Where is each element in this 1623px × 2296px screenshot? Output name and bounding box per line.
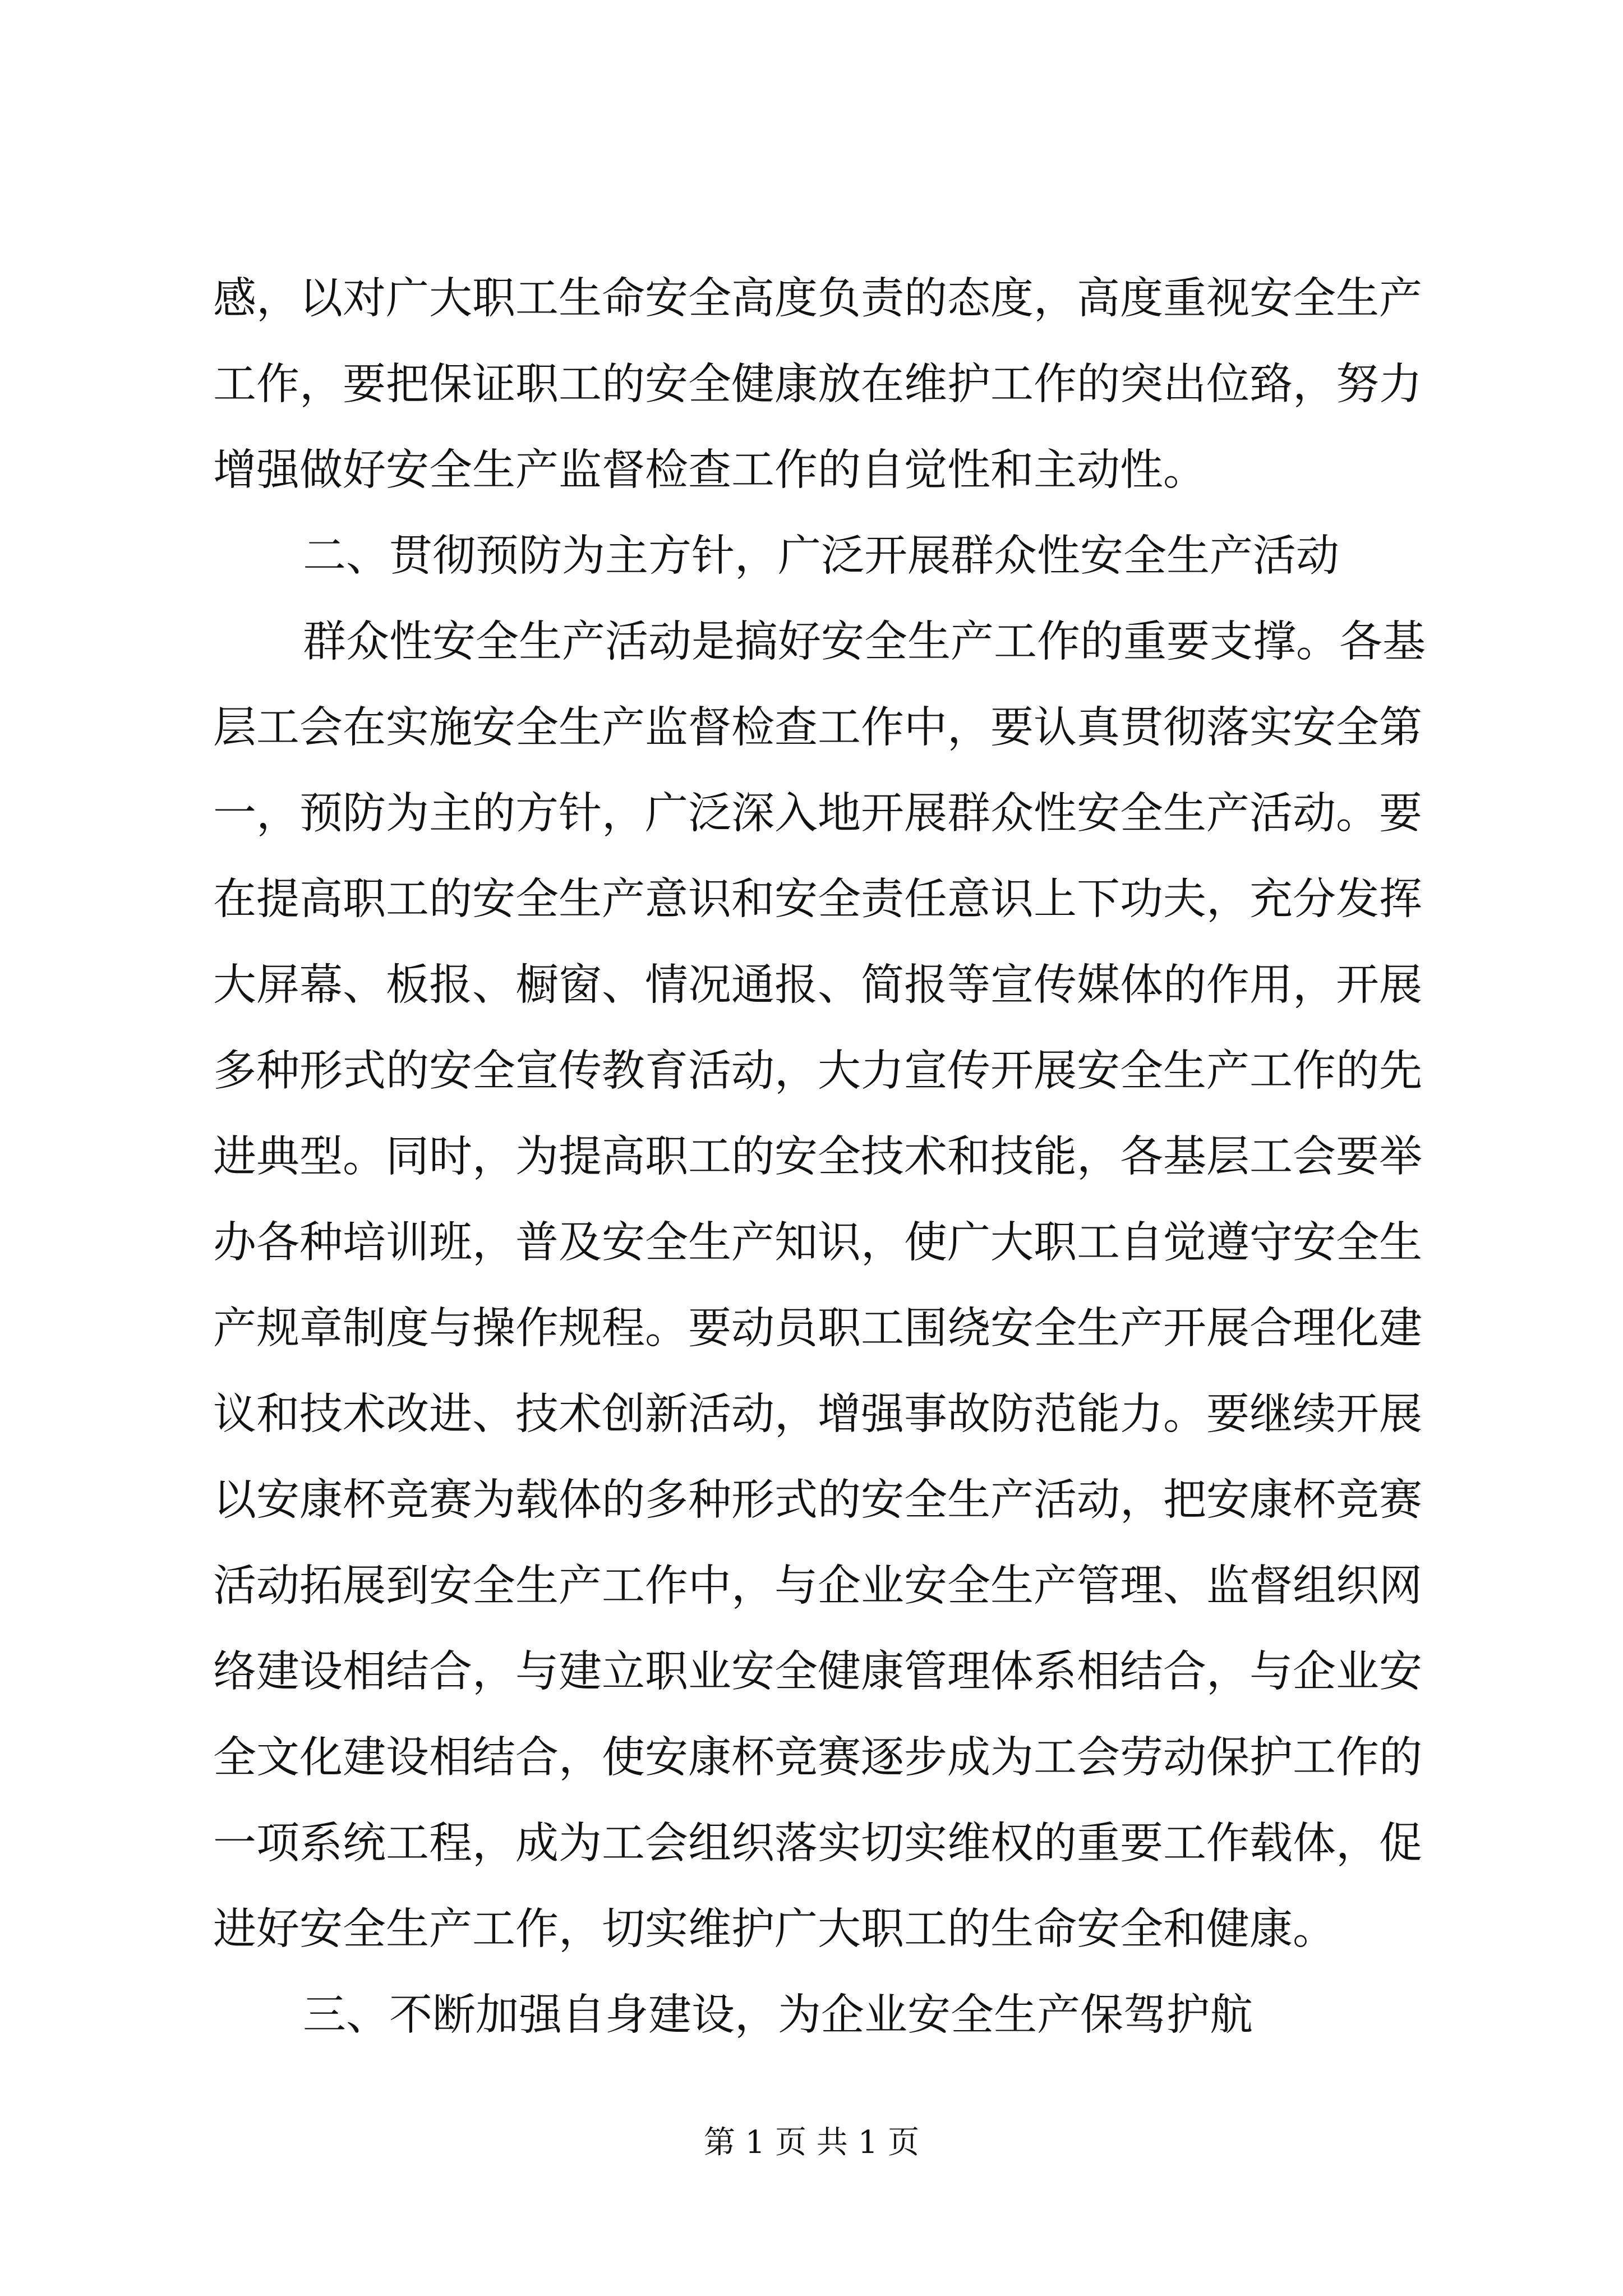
text-line: 一，预防为主的方针，广泛深入地开展群众性安全生产活动。要 bbox=[213, 789, 1422, 839]
text-line: 群众性安全生产活动是搞好安全生产工作的重要支撑。各基 bbox=[303, 617, 1426, 667]
section-heading-3: 三、不断加强自身建设，为企业安全生产保驾护航 bbox=[303, 1990, 1253, 2040]
text-line: 议和技术改进、技术创新活动，增强事故防范能力。要继续开展 bbox=[213, 1389, 1422, 1439]
text-line: 在提高职工的安全生产意识和安全责任意识上下功夫，充分发挥 bbox=[213, 875, 1422, 924]
text-line: 活动拓展到安全生产工作中，与企业安全生产管理、监督组织网 bbox=[213, 1561, 1422, 1611]
text-line: 络建设相结合，与建立职业安全健康管理体系相结合，与企业安 bbox=[213, 1647, 1422, 1697]
document-body bbox=[213, 256, 1426, 2058]
page-footer: 第 1 页 共 1 页 bbox=[703, 2124, 920, 2161]
text-line: 办各种培训班，普及安全生产知识，使广大职工自觉遵守安全生 bbox=[213, 1218, 1422, 1268]
text-line: 进典型。同时，为提高职工的安全技术和技能，各基层工会要举 bbox=[213, 1132, 1422, 1182]
text-line: 进好安全生产工作，切实维护广大职工的生命安全和健康。 bbox=[213, 1904, 1336, 1954]
text-line: 工作，要把保证职工的安全健康放在维护工作的突出位臵，努力 bbox=[213, 360, 1422, 409]
text-line: 多种形式的安全宣传教育活动，大力宣传开展安全生产工作的先 bbox=[213, 1046, 1422, 1096]
text-line: 增强做好安全生产监督检查工作的自觉性和主动性。 bbox=[213, 445, 1206, 495]
section-heading-2: 二、贯彻预防为主方针，广泛开展群众性安全生产活动 bbox=[303, 531, 1339, 581]
text-line: 全文化建设相结合，使安康杯竞赛逐步成为工会劳动保护工作的 bbox=[213, 1733, 1422, 1783]
text-line: 一项系统工程，成为工会组织落实切实维权的重要工作载体，促 bbox=[213, 1819, 1422, 1869]
text-line: 感，以对广大职工生命安全高度负责的态度，高度重视安全生产 bbox=[213, 274, 1422, 324]
text-line: 以安康杯竞赛为载体的多种形式的安全生产活动，把安康杯竞赛 bbox=[213, 1475, 1422, 1525]
text-line: 层工会在实施安全生产监督检查工作中，要认真贯彻落实安全第 bbox=[213, 703, 1422, 753]
text-line: 产规章制度与操作规程。要动员职工围绕安全生产开展合理化建 bbox=[213, 1304, 1422, 1354]
text-line: 大屏幕、板报、橱窗、情况通报、简报等宣传媒体的作用，开展 bbox=[213, 960, 1422, 1010]
